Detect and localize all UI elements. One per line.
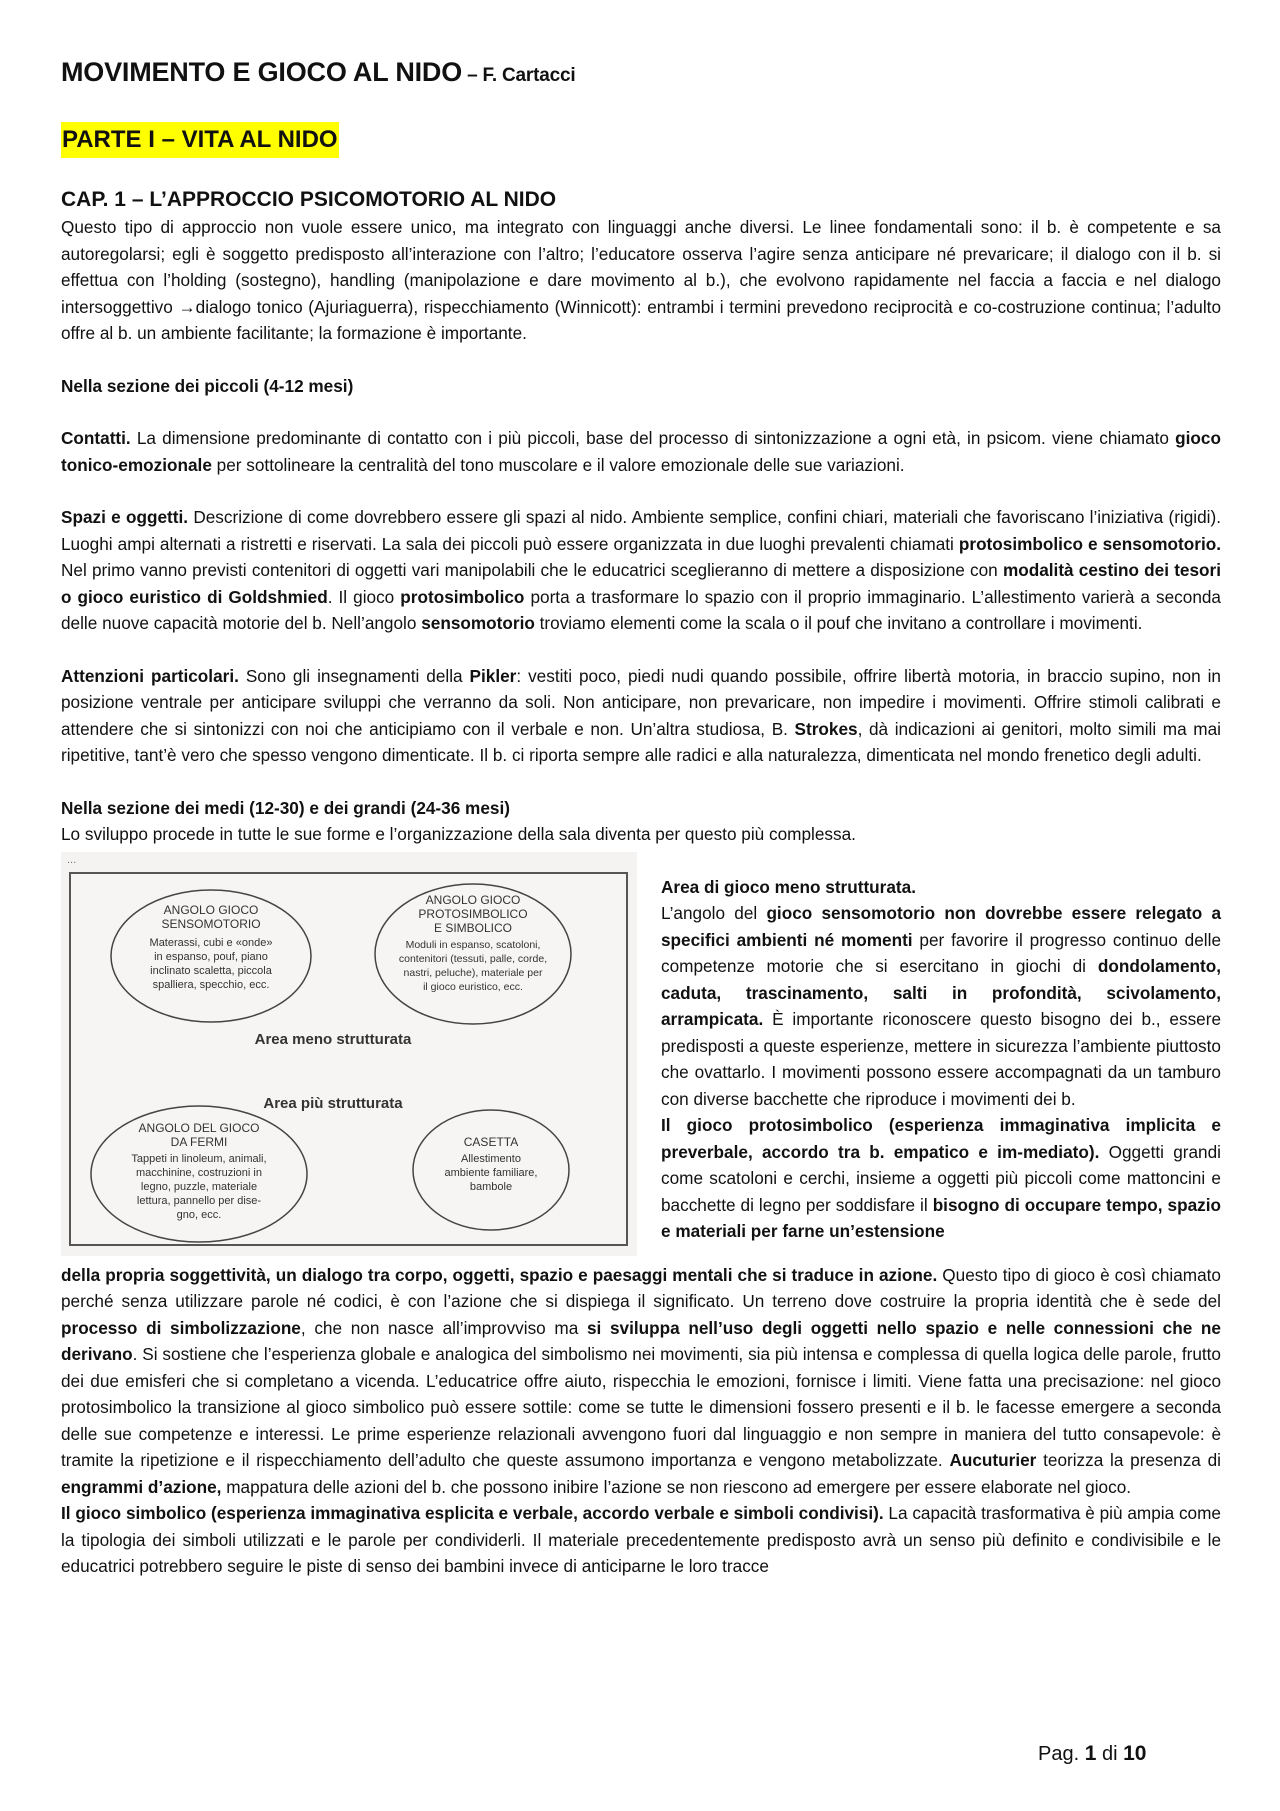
figure-diagram	[71, 874, 626, 1244]
casetta-text-3: bambole	[469, 1180, 513, 1193]
fermi-title-2: DA FERMI	[170, 1134, 228, 1149]
proto-title-1: ANGOLO GIOCO	[425, 892, 521, 907]
title-text: MOVIMENTO E GIOCO AL NIDO	[61, 57, 463, 87]
area-column	[661, 874, 1221, 1245]
casetta-title: CASETTA	[463, 1134, 519, 1149]
figure-frame	[69, 872, 628, 1246]
figure-row	[61, 852, 1221, 1262]
fermi-text-2: macchinine, costruzioni in	[136, 1166, 262, 1179]
section-small-title: Nella sezione dei piccoli (4-12 mesi)	[61, 375, 354, 396]
senso-title-2: SENSOMOTORIO	[161, 916, 261, 931]
contatti-paragraph: Contatti. La dimensione predominante di contatto con i più piccoli, base del processo di sintonizzazione a ogni età, in psicom. viene chiamato gioco tonico-emozionale per sottolineare la centralità del tono muscolare e il valore emozionale delle sue variazioni.	[61, 428, 1221, 475]
room-layout-figure	[61, 852, 637, 1256]
proto-continuation: della propria soggettività, un dialogo tra corpo, oggetti, spazio e paesaggi mentali che si traduce in azione. Questo tipo di gioco è così chiamato perché senza utilizzare parole né codici, è con l’azione che si dispiega il significato. Un terreno dove costruire la propria identità che è sede del processo di simbolizzazione, che non nasce all’improvviso ma si sviluppa nell’uso degli oggetti nello spazio e nelle connessioni che ne derivano. Si sostiene che l’esperienza globale e analogica del simbolismo nei movimenti, sia più intensa e complessa di quella logica delle parole, frutto dei due emisferi che si completano a vicenda. L’educatrice offre aiuto, rispecchia le emozioni, fornisce i limiti. Viene fatta una precisazione: nel gioco protosimbolico la transizione al gioco simbolico può essere sottile: come se tutte le dimensioni fossero presenti e il b. le facesse emergere a seconda delle sue competenze e interessi. Le prime esperienze relazionali avvengono fuori dal linguaggio e non sempre in maniera del tutto consapevole: è tramite la ripetizione e il rispecchiamento dell’adulto che queste assumono importanza e vengono metabolizzate. Aucuturier teorizza la presenza di engrammi d’azione, mappatura delle azioni del b. che possono inibire l’azione se non riescono ad emergere per essere elaborate nel gioco.	[61, 1264, 1221, 1497]
area-less-label: Area meno strutturata	[254, 1030, 412, 1048]
spazi-paragraph: Spazi e oggetti. Descrizione di come dovrebbero essere gli spazi al nido. Ambiente semplice, confini chiari, materiali che favoriscano l’iniziativa (rigidi). Luoghi ampi alternati a ristretti e riservati. La sala dei piccoli può essere organizzata in due luoghi prevalenti chiamati protosimbolico e sensomotorio. Nel primo vanno previsti contenitori di oggetti vari manipolabili che le educatrici sceglieranno di mettere a disposizione con modalità cestino dei tesori o gioco euristico di Goldshmied. Il gioco protosimbolico porta a trasformare lo spazio con il proprio immaginario. L’allestimento varierà a seconda delle nuove capacità motorie del b. Nell’angolo sensomotorio troviamo elementi come la scala o il pouf che invitano a controllare i movimenti.	[61, 507, 1222, 633]
fermi-text-3: legno, puzzle, materiale	[140, 1180, 258, 1193]
fermi-title-1: ANGOLO DEL GIOCO	[138, 1120, 260, 1135]
figure-cut-text: ...	[67, 853, 77, 866]
senso-text-3: inclinato scaletta, piccola	[150, 964, 272, 977]
page-footer: Pag. 1 di 10	[1038, 1742, 1147, 1765]
attenzioni-paragraph: Attenzioni particolari. Sono gli insegnamenti della Pikler: vestiti poco, piedi nudi quando possibile, offrire libertà motoria, in braccio supino, non in posizione ventrale per anticipare sviluppi che verranno da soli. Non anticipare, non prevaricare, non impedire i movimenti. Offrire stimoli calibrati e attendere che si sintonizzi con noi che anticipiamo con il verbale e non. Un’altra studiosa, B. Strokes, dà indicazioni ai genitori, molto simili ma mai ripetitive, tant’è vero che spesso vengono dimenticate. Il b. ci riporta sempre alle radici e alla naturalezza, dimenticata nel mondo frenetico degli adulti.	[61, 665, 1221, 765]
section-mid-text: Lo sviluppo procede in tutte le sue forme e l’organizzazione della sala diventa per questo più complessa.	[61, 824, 856, 844]
fermi-text-4: lettura, pannello per dise-	[136, 1194, 262, 1207]
proto-text-1: Moduli in espanso, scatoloni,	[405, 938, 541, 951]
senso-text-2: in espanso, pouf, piano	[154, 950, 268, 963]
title-author: – F. Cartacci	[462, 65, 576, 86]
area-more-label: Area più strutturata	[263, 1094, 403, 1112]
proto-title-3: E SIMBOLICO	[433, 920, 513, 935]
intro-paragraph: Questo tipo di approccio non vuole essere unico, ma integrato con linguaggi anche diversi. Le linee fondamentali sono: il b. è competente e sa autoregolarsi; egli è soggetto predisposto all’interazione con l’altro; l’educatore osserva l’agire senza anticipare né prevaricare; il dialogo con il b. si effettua con l’holding (sostegno), handling (manipolazione e dare movimento al b.), che evolvono rapidamente nel faccia a faccia e nel dialogo intersoggettivo →dialogo tonico (Ajuriaguerra), rispecchiamento (Winnicott): entrambi i termini prevedono reciprocità e co-costruzione continua; l’adulto offre al b. un ambiente facilitante; la formazione è importante.	[61, 217, 1221, 343]
simbolico-paragraph: Il gioco simbolico (esperienza immaginativa esplicita e verbale, accordo verbale e simboli condivisi). La capacità trasformativa è più ampia come la tipologia dei simboli utilizzati e le parole per condividerli. Il materiale precedentemente predisposto avrà un senso più definito e condivisibile e le educatrici potrebbero seguire le piste di senso dei bambini invece di anticiparne le loro tracce	[61, 1503, 1221, 1576]
document-page	[61, 52, 1221, 1580]
senso-text-1: Materassi, cubi e «onde»	[149, 936, 273, 949]
part-heading: PARTE I – VITA AL NIDO	[61, 122, 339, 158]
document-title	[61, 52, 1221, 96]
senso-text-4: spalliera, specchio, ecc.	[152, 978, 270, 991]
chapter-heading: CAP. 1 – L’APPROCCIO PSICOMOTORIO AL NIDO	[61, 188, 557, 211]
casetta-text-2: ambiente familiare,	[444, 1166, 538, 1179]
proto-text-4: il gioco euristico, ecc.	[423, 980, 523, 993]
proto-text-3: nastri, peluche), materiale per	[403, 966, 543, 979]
senso-title-1: ANGOLO GIOCO	[163, 902, 259, 917]
proto-title-2: PROTOSIMBOLICO	[418, 906, 528, 921]
fermi-text-1: Tappeti in linoleum, animali,	[131, 1152, 267, 1165]
section-mid-title: Nella sezione dei medi (12-30) e dei grandi (24-36 mesi)	[61, 797, 510, 818]
area-paragraph: Area di gioco meno strutturata. L’angolo del gioco sensomotorio non dovrebbe essere relegato a specifici ambienti né momenti per favorire il progresso continuo delle competenze motorie che si esercitano in giochi di dondolamento, caduta, trascinamento, salti in profondità, scivolamento, arrampicata. È importante riconoscere questo bisogno dei b., essere predisposti a queste esperienze, mettere in sicurezza l’ambiente piuttosto che ovattarlo. I movimenti possono essere accompagnati da un tamburo con diverse bacchette che riproduce i movimenti dei b. Il gioco protosimbolico (esperienza immaginativa implicita e preverbale, accordo tra b. empatico e im-mediato). Oggetti grandi come scatoloni e cerchi, insieme a oggetti più piccoli come mattoncini e bacchette di legno per soddisfare il bisogno di occupare tempo, spazio e materiali per farne un’estensione	[661, 876, 1222, 1241]
fermi-text-5: gno, ecc.	[176, 1208, 222, 1221]
casetta-text-1: Allestimento	[461, 1152, 521, 1165]
proto-text-2: contenitori (tessuti, palle, corde,	[398, 952, 548, 965]
